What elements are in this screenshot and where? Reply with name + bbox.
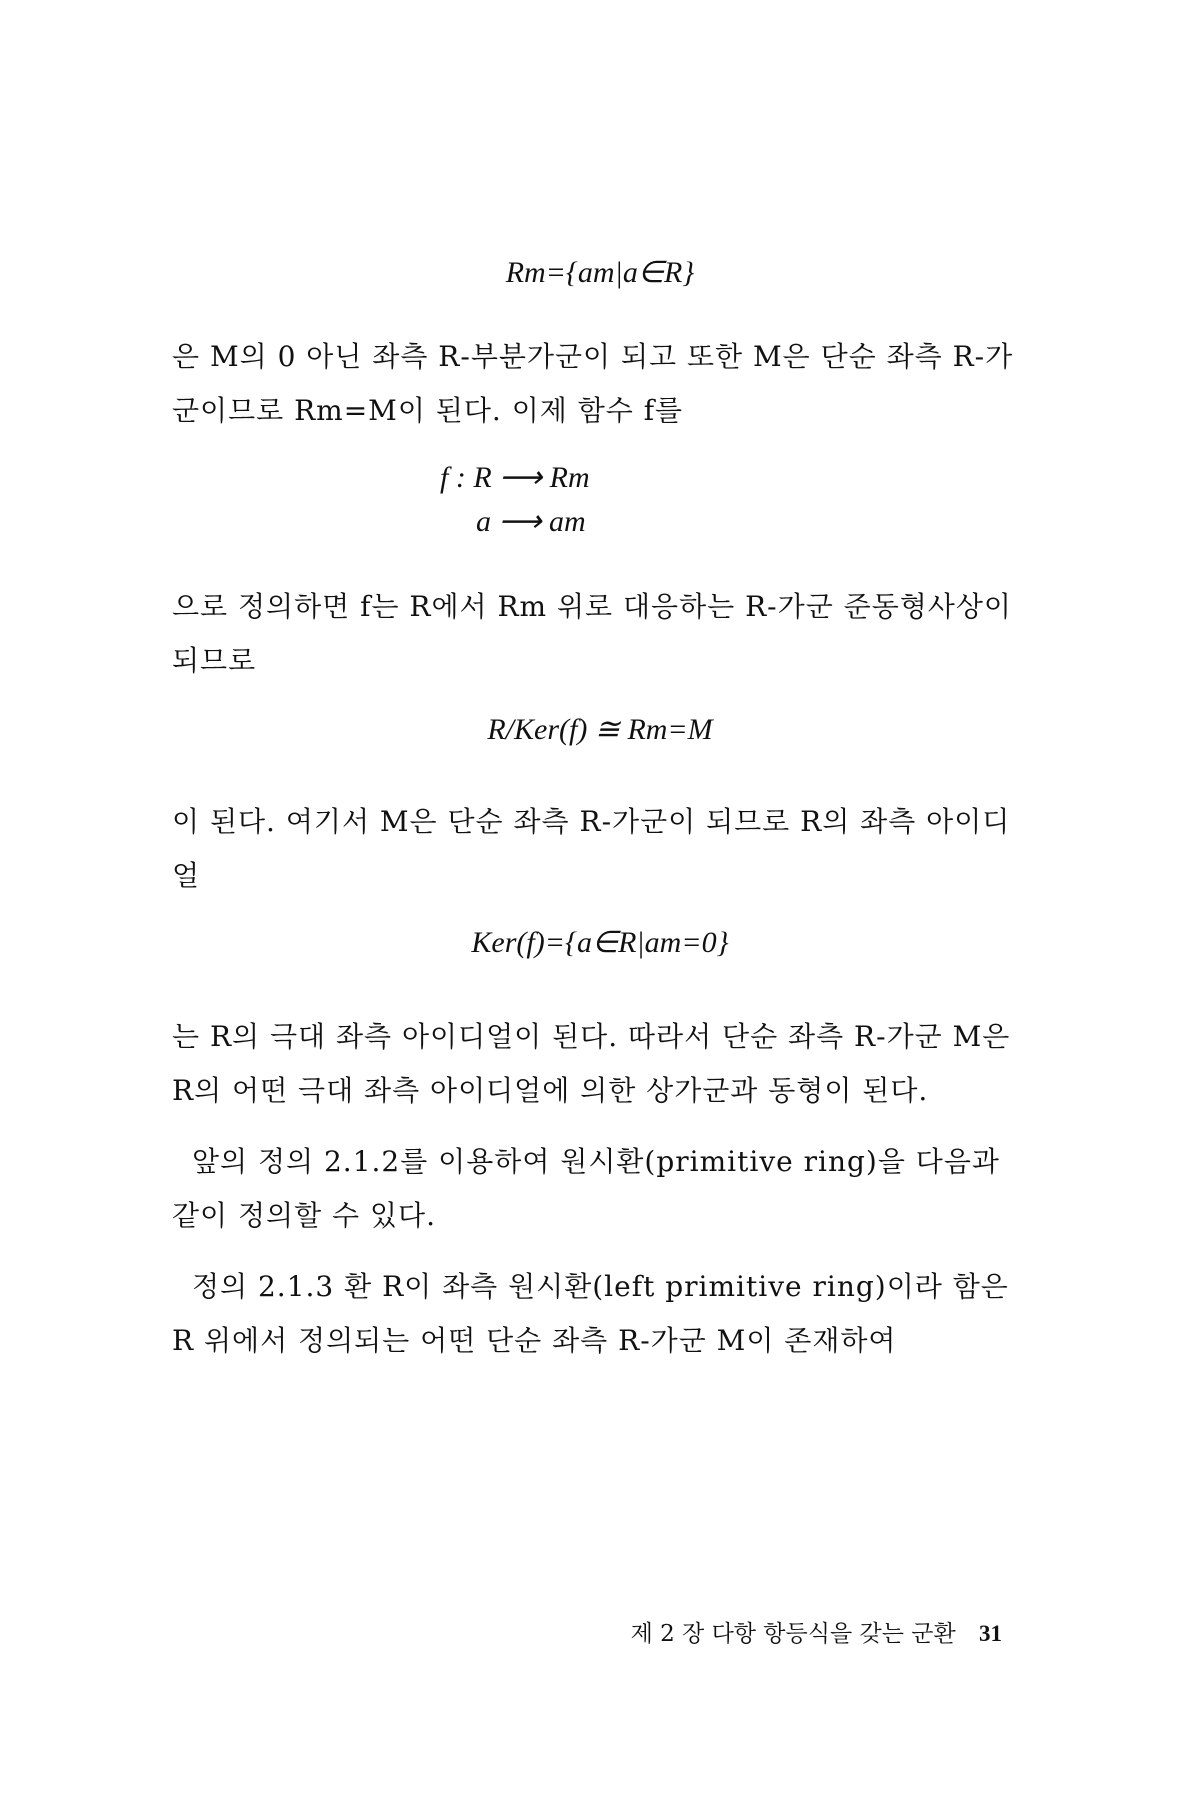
equation-rm: Rm={am|a∈R} bbox=[505, 256, 695, 289]
paragraph-3: 이 된다. 여기서 M은 단순 좌측 R-가군이 되므로 R의 좌측 아이디얼 bbox=[172, 805, 1011, 892]
function-map-line-2: a ⟶ am bbox=[476, 505, 586, 538]
page-number: 31 bbox=[979, 1621, 1002, 1646]
function-definition bbox=[0, 460, 1200, 560]
function-map-line-1: f : R ⟶ Rm bbox=[440, 461, 590, 494]
paragraph-1: 은 M의 0 아닌 좌측 R-부분가군이 되고 또한 M은 단순 좌측 R-가군이므로 Rm=M이 된다. 이제 함수 f를 bbox=[172, 340, 1014, 427]
footer-chapter-title: 제 2 장 다항 항등식을 갖는 군환 bbox=[630, 1621, 956, 1647]
paragraph-2: 으로 정의하면 f는 R에서 Rm 위로 대응하는 R-가군 준동형사상이 되므로 bbox=[172, 590, 1012, 677]
equation-kernel: Ker(f)={a∈R|am=0} bbox=[471, 926, 729, 959]
paragraph-5: 앞의 정의 2.1.2를 이용하여 원시환(primitive ring)을 다음과 같이 정의할 수 있다. bbox=[172, 1145, 1000, 1232]
equation-isomorphism: R/Ker(f) ≅ Rm=M bbox=[487, 713, 713, 746]
paragraph-4: 는 R의 극대 좌측 아이디얼이 된다. 따라서 단순 좌측 R-가군 M은 R의 어떤 극대 좌측 아이디얼에 의한 상가군과 동형이 된다. bbox=[172, 1020, 1011, 1107]
definition-2-1-3: 정의 2.1.3 환 R이 좌측 원시환(left primitive ring)이라 함은 R 위에서 정의되는 어떤 단순 좌측 R-가군 M이 존재하여 bbox=[172, 1270, 1009, 1357]
page-footer bbox=[631, 1615, 1002, 1648]
